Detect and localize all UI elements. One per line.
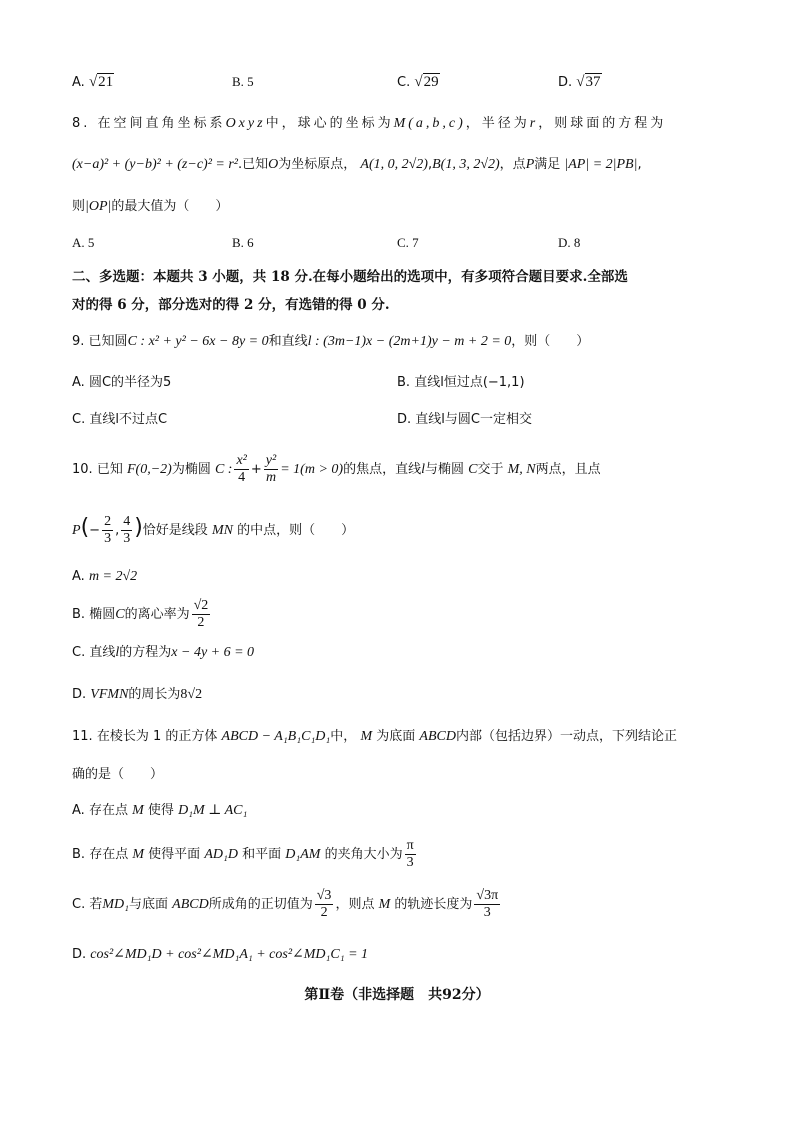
math: Oxyz xyxy=(225,116,266,131)
q11-option-b xyxy=(72,838,418,872)
sqrt-expression: √37 xyxy=(576,74,601,90)
math: M(a,b,c) xyxy=(393,116,466,131)
option-label: B. xyxy=(397,375,411,390)
math: C xyxy=(115,607,125,622)
text: 已知圆 xyxy=(88,334,128,349)
line-equation: l : (3m−1)x − (2m+1)y − m + 2 = 0 xyxy=(307,334,512,349)
q8-stem-line2: (x−a)² + (y−b)² + (z−c)² = r².已知O为坐标原点， A(1, 0, 2√2),B(1, 3, 2√2)，点P满足 |AP| = 2|PB|, xyxy=(72,157,642,172)
option-text: 直线l不过点C xyxy=(89,412,168,427)
option-label: A. xyxy=(72,75,85,90)
denominator: 3 xyxy=(406,855,414,870)
math: MN xyxy=(211,523,233,538)
math: P xyxy=(72,523,81,538)
q10-option-c xyxy=(72,643,254,663)
text: 则 xyxy=(72,199,86,214)
math: |OP| xyxy=(85,199,112,214)
q9-stem xyxy=(72,332,589,352)
q10-option-a xyxy=(72,567,137,587)
math: M xyxy=(378,897,391,912)
denominator: 3 xyxy=(123,531,131,546)
text: 为底面 xyxy=(376,729,416,744)
fraction xyxy=(474,888,500,921)
denominator: m xyxy=(265,470,277,485)
text: 的离心率为 xyxy=(124,607,190,622)
cube-name: ABCD − A₁B₁C₁D₁ xyxy=(221,729,331,744)
math: ABCD xyxy=(419,729,456,744)
text: 已知 xyxy=(96,462,123,477)
radicand: 29 xyxy=(423,74,439,90)
math: r xyxy=(529,116,539,131)
text: ，则（ ） xyxy=(511,334,590,349)
value: 8√2 xyxy=(180,687,203,702)
triangle: VFMN xyxy=(90,687,129,702)
q8-option-d: D. 8 xyxy=(558,235,581,250)
part2-title: 第Ⅱ卷（非选择题 共92分） xyxy=(304,987,490,1003)
option-label: D. xyxy=(397,412,412,427)
line-equation: x − 4y + 6 = 0 xyxy=(171,645,255,660)
fraction xyxy=(315,888,334,921)
fraction xyxy=(192,598,211,631)
section2-instructions-line1: 二、多选题：本题共 3 小题，共 18 分.在每小题给出的选项中，有多项符合题目要求.全部选 xyxy=(72,269,628,285)
denominator: 4 xyxy=(238,470,246,485)
question-number: 9. xyxy=(72,334,85,349)
option-label: B. xyxy=(72,847,86,862)
option-label: C. xyxy=(72,645,86,660)
math: C xyxy=(468,462,478,477)
text: 与底面 xyxy=(129,897,169,912)
q8-stem-line1 xyxy=(72,114,666,134)
question-number: 8. xyxy=(72,116,91,131)
point-b: B(1, 3, 2√2) xyxy=(432,157,500,172)
option-label: A. xyxy=(72,375,85,390)
option-text: 圆C的半径为5 xyxy=(88,375,172,390)
text: 的轨迹长度为 xyxy=(394,897,473,912)
text: 在空间直角坐标系 xyxy=(97,116,226,131)
question-number: 11. xyxy=(72,729,93,744)
numerator: x² xyxy=(236,453,247,468)
text: 的焦点，直线 xyxy=(343,462,422,477)
math: = 1(m > 0) xyxy=(280,462,344,477)
option-label: C. xyxy=(72,412,86,427)
q8-option-b: B. 6 xyxy=(232,235,254,250)
numerator: π xyxy=(406,838,414,853)
math: D₁M ⊥ AC₁ xyxy=(178,803,248,818)
numerator: 4 xyxy=(123,514,131,529)
option-label: A. xyxy=(72,569,85,584)
q7-option-c xyxy=(397,72,440,93)
text: 直线 xyxy=(89,645,116,660)
q9-option-d xyxy=(397,410,532,430)
q7-option-a xyxy=(72,72,114,93)
denominator: 2 xyxy=(197,615,205,630)
text: 为坐标原点， xyxy=(278,157,357,172)
option-label: D. xyxy=(72,947,87,962)
radicand: 37 xyxy=(585,74,601,90)
text: 的周长为 xyxy=(128,687,181,702)
denominator: 2 xyxy=(320,905,328,920)
text: 的夹角大小为 xyxy=(324,847,403,862)
math: l xyxy=(421,462,425,477)
numerator: y² xyxy=(265,453,277,468)
option-label: B. xyxy=(72,607,86,622)
point-a: A(1, 0, 2√2) xyxy=(360,157,428,172)
text: 满足 xyxy=(534,157,561,172)
numerator: 2 xyxy=(104,514,112,529)
text: 使得平面 xyxy=(148,847,201,862)
plane: AD₁D xyxy=(204,847,238,862)
text: 存在点 xyxy=(89,847,129,862)
math: M xyxy=(132,847,145,862)
text: 交于 xyxy=(477,462,504,477)
text: 存在点 xyxy=(88,803,128,818)
math: M xyxy=(132,803,144,818)
text: ，则点 xyxy=(335,897,375,912)
denominator: 3 xyxy=(483,905,491,920)
text: 为椭圆 xyxy=(171,462,211,477)
q11-option-d xyxy=(72,945,368,965)
math: ABCD xyxy=(172,897,209,912)
text: ，点 xyxy=(499,157,526,172)
fraction xyxy=(102,514,113,547)
q11-option-a xyxy=(72,801,247,821)
text: 的中点，则（ ） xyxy=(237,523,355,538)
focus-point: F(0,−2) xyxy=(126,462,172,477)
text: 与椭圆 xyxy=(424,462,464,477)
sphere-equation: (x−a)² + (y−b)² + (z−c)² = r² xyxy=(72,157,238,172)
text: 使得 xyxy=(147,803,174,818)
q10-stem-line2: P(− $\frac{2}{3}$ , $\frac{4}{3}$ )恰好是线段 MN 的中点，则（ ） xyxy=(72,514,355,546)
option-label: C. xyxy=(397,75,411,90)
sqrt-expression: √21 xyxy=(88,74,114,90)
math: l xyxy=(115,645,120,660)
text: .已知 xyxy=(237,157,269,172)
text: 两点，且点 xyxy=(535,462,601,477)
fraction xyxy=(121,514,132,547)
math: P xyxy=(525,157,535,172)
q10-option-b xyxy=(72,598,212,632)
numerator: √3 xyxy=(316,888,332,903)
text: 所成角的正切值为 xyxy=(208,897,313,912)
q10-option-d xyxy=(72,685,202,705)
q7-option-b: B. 5 xyxy=(232,74,254,89)
math: O xyxy=(268,157,279,172)
q8-option-a: A. 5 xyxy=(72,235,95,250)
numerator: √2 xyxy=(193,598,209,613)
fraction xyxy=(264,453,278,486)
fraction xyxy=(234,453,248,486)
q10-stem-line1: 10. 已知 F(0,−2)为椭圆 C : $\frac{\text{x²}}{4}$ + $\frac{\text{y²}}{m}$ = 1(m > 0)的焦点，直线l与椭圆 C交于 M, N两点，且点 xyxy=(72,453,601,485)
question-number: 10. xyxy=(72,462,93,477)
plane: D₁AM xyxy=(285,847,321,862)
denominator: 3 xyxy=(104,531,112,546)
text: 中，球心的坐标为 xyxy=(265,116,394,131)
option-label: A. xyxy=(72,803,85,818)
text: ，则球面的方程为 xyxy=(538,116,667,131)
option-text: 直线l恒过点(−1,1) xyxy=(414,375,525,390)
fraction xyxy=(405,838,416,871)
q11-stem-line1 xyxy=(72,727,677,747)
text: 和平面 xyxy=(242,847,282,862)
q8-stem-line3 xyxy=(72,197,228,217)
text: 在棱长为 1 的正方体 xyxy=(96,729,218,744)
q7-option-d xyxy=(558,72,602,93)
text: 的最大值为（ ） xyxy=(111,199,229,214)
q8-option-c: C. 7 xyxy=(397,235,419,250)
sqrt-expression: √29 xyxy=(414,74,439,90)
option-label: C. xyxy=(72,897,86,912)
circle-equation: C : x² + y² − 6x − 8y = 0 xyxy=(127,334,269,349)
text: ，半径为 xyxy=(465,116,530,131)
math: cos²∠MD₁D + cos²∠MD₁A₁ + cos²∠MD₁C₁ = 1 xyxy=(90,947,369,962)
text: 恰好是线段 xyxy=(142,523,208,538)
math: M, N xyxy=(507,462,536,477)
text: 中， xyxy=(330,729,357,744)
q9-option-b xyxy=(397,373,525,393)
math: C : xyxy=(214,462,233,477)
section2-instructions-line2: 对的得 6 分，部分选对的得 2 分，有选错的得 0 分. xyxy=(72,297,390,313)
q9-option-a xyxy=(72,373,171,393)
option-label: D. xyxy=(72,687,87,702)
radicand: 21 xyxy=(98,74,114,90)
text: 若 xyxy=(89,897,103,912)
text: 和直线 xyxy=(268,334,308,349)
option-label: D. xyxy=(558,75,573,90)
text: 内部（包括边界）一动点，下列结论正 xyxy=(455,729,677,744)
math: MD₁ xyxy=(102,897,130,912)
q11-stem-line2: 确的是（ ） xyxy=(72,767,164,782)
option-text: 直线l与圆C一定相交 xyxy=(415,412,532,427)
option-math: m = 2√2 xyxy=(88,569,138,584)
text: 的方程为 xyxy=(119,645,172,660)
math: M xyxy=(360,729,373,744)
q9-option-c xyxy=(72,410,167,430)
q11-option-c xyxy=(72,888,502,922)
numerator: √3π xyxy=(476,888,499,903)
text: 椭圆 xyxy=(89,607,116,622)
vector-condition: |AP| = 2|PB| xyxy=(564,157,638,172)
